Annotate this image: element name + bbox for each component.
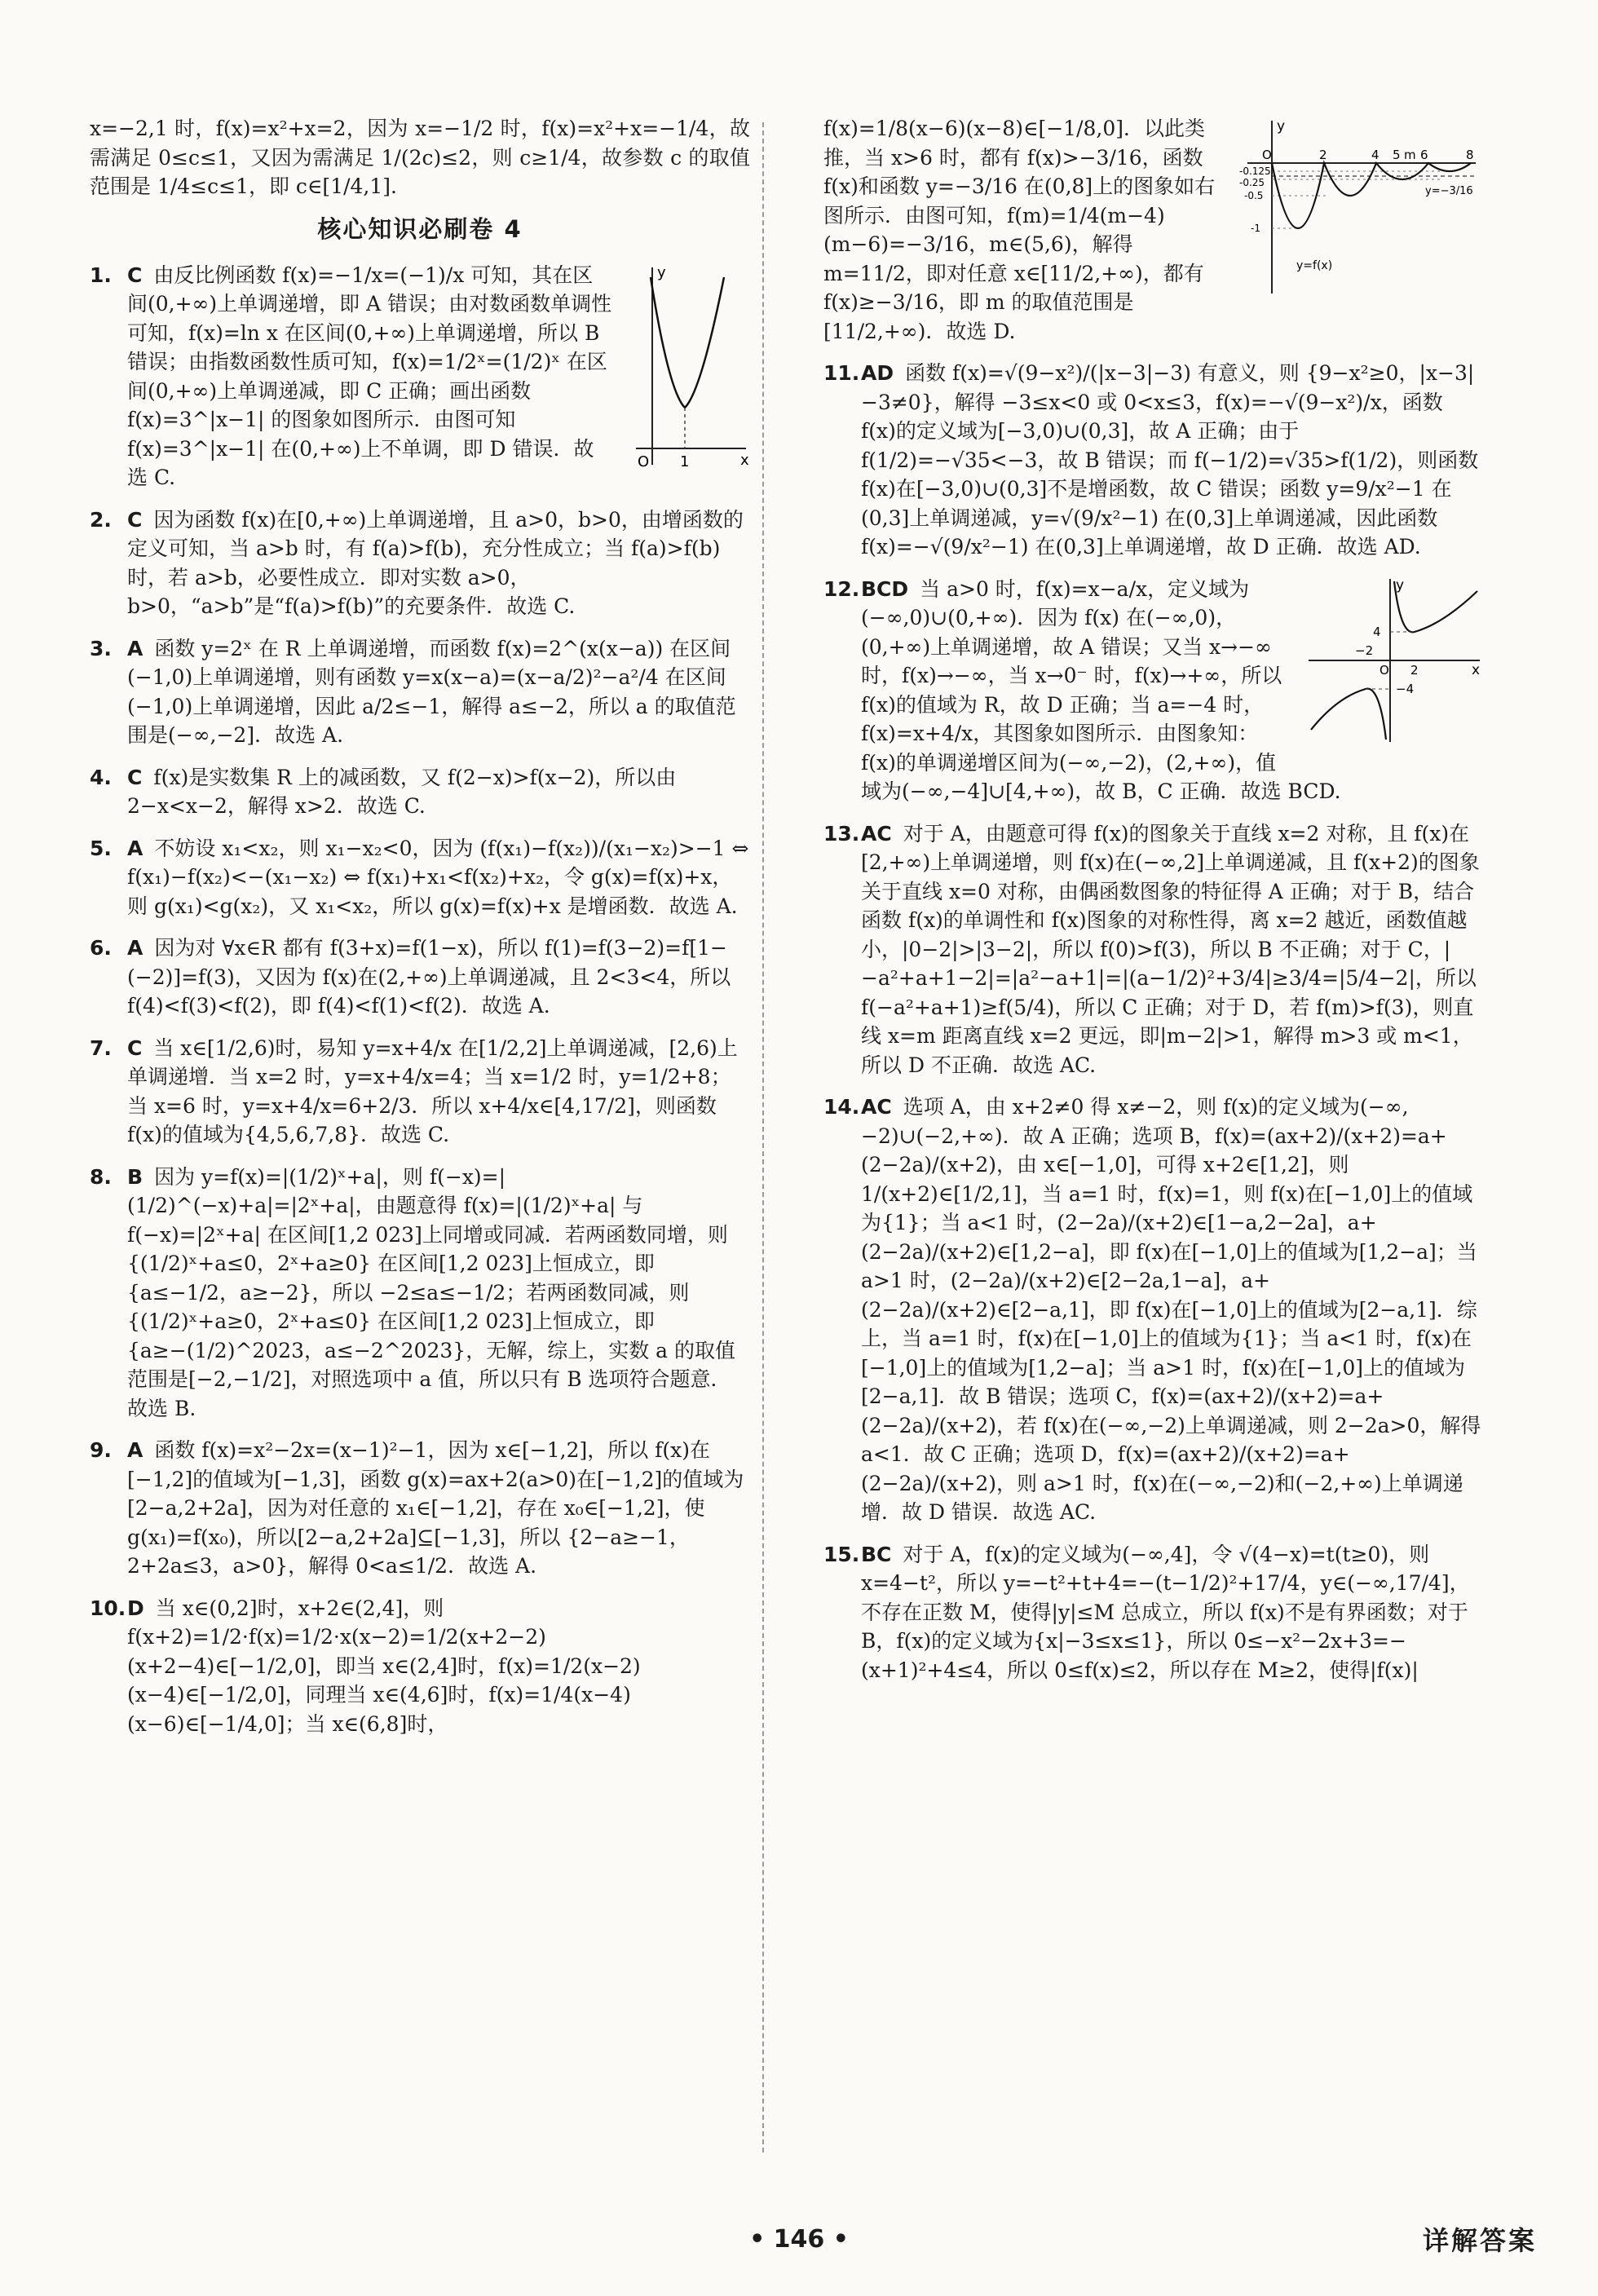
item-number: 1. [90, 263, 112, 287]
answer-item-8 [90, 1163, 750, 1424]
y-tick-4: 4 [1373, 624, 1381, 639]
item-text: 因为对 ∀x∈R 都有 f(3+x)=f(1−x)，所以 f(1)=f(3−2)=f[1−(−2)]=f(3)，又因为 f(x)在(2,+∞)上单调递减，且 2<3<4，所以 f(4)<f(3)<f(2)，即 f(4)<f(1)<f(2)．故选 A. [127, 936, 731, 1018]
item-answer: C [127, 507, 143, 532]
item-answer: C [127, 1035, 143, 1060]
item-answer: A [127, 836, 143, 860]
figure-x-plus-4-over-x [1304, 575, 1484, 746]
answer-item-4 [90, 763, 750, 821]
x-tick-6: 6 [1420, 148, 1428, 162]
figure-abs-exponential [628, 261, 750, 473]
y-tick-025: -0.25 [1239, 177, 1265, 188]
y-tick-neg-4: −4 [1396, 681, 1415, 696]
item-number: 7. [90, 1035, 112, 1060]
x-axis-label: x [740, 451, 749, 469]
right-column [823, 114, 1484, 2152]
item-text: 函数 f(x)=x²−2x=(x−1)²−1，因为 x∈[−1,2]，所以 f(x)在[−1,2]的值域为[−1,3]，函数 g(x)=ax+2(a>0)在[−1,2]的值域为[2−a,2+2a]，因为对任意的 x₁∈[−1,2]，存在 x₀∈[−1,2]，使 g(x₁)=f(x₀)，所以[2−a,2+2a]⊆[−1,3]，所以 {2−a≥−1，2+2a≤3，a>0}，解得 0<a≤1/2．故选 A. [127, 1438, 744, 1578]
item-number: 11. [823, 361, 860, 385]
item-answer: A [127, 1438, 143, 1463]
column-divider [762, 122, 764, 2152]
y-tick-05: -0.5 [1244, 190, 1264, 201]
item-answer: D [127, 1596, 144, 1620]
answer-item-1 [90, 261, 750, 492]
item-text: 不妨设 x₁<x₂，则 x₁−x₂<0，因为 (f(x₁)−f(x₂))/(x₁−x₂)>−1 ⇔ f(x₁)−f(x₂)<−(x₁−x₂) ⇔ f(x₁)+x₁<f(x₂)+x₂，令 g(x)=f(x)+x，则 g(x₁)<g(x₂)，又 x₁<x₂，所以 g(x)=f(x)+x 是增函数．故选 A. [127, 836, 749, 918]
curve-label: y=f(x) [1296, 259, 1333, 272]
x-tick-5: 5 [1393, 148, 1401, 162]
answer-item-10 [90, 1594, 750, 1739]
x-tick-neg-2: −2 [1355, 642, 1374, 658]
footer-label: 详解答案 [1422, 2225, 1537, 2256]
item-answer: AC [861, 1095, 892, 1119]
item-answer: AD [861, 361, 894, 385]
item-number: 2. [90, 507, 112, 532]
figure-piecewise-parabolas [1239, 114, 1484, 302]
answer-item-5 [90, 834, 750, 921]
item-answer: BC [861, 1542, 892, 1566]
x-tick-m: m [1404, 148, 1416, 162]
answer-item-10-cont [823, 114, 1484, 346]
y-axis-label: y [1277, 118, 1286, 135]
item-number: 5. [90, 836, 112, 860]
item-number: 12. [823, 576, 860, 601]
item-text: f(x)是实数集 R 上的减函数，又 f(2−x)>f(x−2)，所以由 2−x<x−2，解得 x>2．故选 C. [127, 765, 677, 819]
answer-item-3 [90, 634, 750, 750]
item-answer: AC [861, 821, 892, 846]
y-axis-label: y [657, 263, 666, 281]
x-tick-8: 8 [1466, 148, 1474, 162]
y-axis-label: y [1396, 576, 1405, 594]
item-number: 6. [90, 936, 112, 960]
item-answer: A [127, 636, 143, 660]
item-answer: C [127, 765, 143, 789]
item-number: 15. [823, 1542, 860, 1566]
item-text: 选项 A，由 x+2≠0 得 x≠−2，则 f(x)的定义域为(−∞,−2)∪(−2,+∞)．故 A 正确；选项 B，f(x)=(ax+2)/(x+2)=a+(2−2a)/(x+2)，由 x∈[−1,0]，可得 x+2∈[1,2]，则 1/(x+2)∈[1/2,1]，当 a=1 时，f(x)=1，则 f(x)在[−1,0]上的值域为{1}；当 a<1 时，(2−2a)/(x+2)∈[1−a,2−2a]，a+(2−2a)/(x+2)∈[1,2−a]，即 f(x)在[−1,0]上的值域为[1,2−a]；当 a>1 时，(2−2a)/(x+2)∈[2−2a,1−a]，a+(2−2a)/(x+2)∈[2−a,1]，即 f(x)在[−1,0]上的值域为[2−a,1]．综上，当 a=1 时，f(x)在[−1,0]上的值域为{1}；当 a<1 时，f(x)在[−1,0]上的值域为[1,2−a]；当 a>1 时，f(x)在[−1,0]上的值域为[2−a,1]．故 B 错误；选项 C，f(x)=(ax+2)/(x+2)=a+(2−2a)/(x+2)，若 f(x)在(−∞,−2)上单调递减，则 2−2a>0，解得 a<1．故 C 正确；选项 D，f(x)=(ax+2)/(x+2)=a+(2−2a)/(x+2)，则 a>1 时，f(x)在(−∞,−2)和(−2,+∞)上单调递增．故 D 错误．故选 AC. [861, 1095, 1481, 1524]
tick-label: 1 [680, 453, 690, 470]
section-title: 核心知识必刷卷 4 [317, 214, 523, 243]
line-label: y=−3/16 [1425, 185, 1473, 197]
answer-item-6 [90, 934, 750, 1021]
item-text: 当 x∈(0,2]时，x+2∈(2,4]，则 f(x+2)=1/2·f(x)=1/2·x(x−2)=1/2(x+2−2)(x+2−4)∈[−1/2,0]，即当 x∈(2,4]时，f(x)=1/2(x−2)(x−4)∈[−1/2,0]，同理当 x∈(4,6]时，f(x)=1/4(x−4)(x−6)∈[−1/4,0]；当 x∈(6,8]时， [127, 1596, 641, 1736]
item-number: 14. [823, 1095, 860, 1119]
item-text: 由反比例函数 f(x)=−1/x=(−1)/x 可知，其在区间(0,+∞)上单调递增，即 A 错误；由对数函数单调性可知，f(x)=ln x 在区间(0,+∞)上单调递增，所以 B 错误；由指数函数性质可知，f(x)=1/2ˣ=(1/2)ˣ 在区间(0,+∞)上单调递减，即 C 正确；画出函数 f(x)=3^|x−1| 的图象如图所示．由图可知 f(x)=3^|x−1| 在(0,+∞)上不单调，即 D 错误．故选 C. [127, 263, 612, 490]
item-text: 函数 f(x)=√(9−x²)/(|x−3|−3) 有意义，则 {9−x²≥0，|x−3|−3≠0}，解得 −3≤x<0 或 0<x≤3，f(x)=−√(9−x²)/x，函数 f(x)的定义域为[−3,0)∪(0,3]，故 A 正确；由于 f(1/2)=−√35<−3，故 B 错误；而 f(−1/2)=√35>f(1/2)，则函数 f(x)在[−3,0)∪(0,3]不是增函数，故 C 错误；函数 y=9/x²−1 在(0,3]上单调递减，y=√(9/x²−1) 在(0,3]上单调递减，因此函数 f(x)=−√(9/x²−1) 在(0,3]上单调递增，故 D 正确．故选 AD. [861, 361, 1479, 559]
curve-right-branch [1394, 581, 1477, 632]
origin-label: O [1379, 662, 1389, 678]
answer-item-9 [90, 1436, 750, 1581]
item-text: 当 x∈[1/2,6)时，易知 y=x+4/x 在[1/2,2]上单调递减，[2,6)上单调递增．当 x=2 时，y=x+4/x=4；当 x=1/2 时，y=1/2+8；当 x=6 时，y=x+4/x=6+2/3．所以 x+4/x∈[4,17/2]，则函数 f(x)的值域为{4,5,6,7,8}．故选 C. [127, 1035, 738, 1147]
intro-paragraph: x=−2,1 时，f(x)=x²+x=2，因为 x=−1/2 时，f(x)=x²+x=−1/4，故需满足 0≤c≤1，又因为需满足 1/(2c)≤2，则 c≥1/4，故参数 c 的取值范围是 1/4≤c≤1，即 c∈[1/4,1]. [90, 117, 750, 198]
curve-left-branch [1311, 688, 1386, 739]
answer-item-2 [90, 506, 750, 621]
item-number: 8. [90, 1164, 112, 1189]
y-tick-0125: -0.125 [1239, 166, 1271, 177]
item-answer: B [127, 1164, 143, 1189]
x-axis-label: x [1472, 661, 1481, 678]
item-answer: BCD [861, 576, 909, 601]
item-answer: A [127, 936, 143, 960]
y-tick-1: -1 [1251, 223, 1260, 234]
item-number: 10. [90, 1596, 126, 1620]
x-tick-4: 4 [1371, 148, 1379, 162]
x-tick-2: 2 [1410, 662, 1419, 678]
item-number: 13. [823, 821, 860, 846]
answer-item-14 [823, 1093, 1484, 1527]
answer-item-7 [90, 1034, 750, 1150]
item-number: 3. [90, 636, 112, 660]
answer-item-15 [823, 1540, 1484, 1685]
item-text: 因为函数 f(x)在[0,+∞)上单调递增，且 a>0，b>0，由增函数的定义可知，当 a>b 时，有 f(a)>f(b)，充分性成立；当 f(a)>f(b)时，若 a>b，必要性成立．即对实数 a>0，b>0，“a>b”是“f(a)>f(b)”的充要条件．故选 C. [127, 507, 744, 619]
item-text: 函数 y=2ˣ 在 R 上单调递增，而函数 f(x)=2^(x(x−a)) 在区间(−1,0)上单调递增，则有函数 y=x(x−a)=(x−a/2)²−a²/4 在区间(−1,0)上单调递增，因此 a/2≤−1，解得 a≤−2，所以 a 的取值范围是(−∞,−2]．故选 A. [127, 636, 736, 748]
left-column [90, 114, 750, 2152]
page-number: • 146 • [749, 2225, 849, 2254]
answer-item-13 [823, 819, 1484, 1080]
answer-item-12 [823, 575, 1484, 806]
x-tick-2: 2 [1319, 148, 1327, 162]
origin-label: O [638, 453, 650, 470]
origin-label: O [1262, 148, 1272, 162]
item-text: 对于 A，由题意可得 f(x)的图象关于直线 x=2 对称，且 f(x)在[2,+∞)上单调递增，则 f(x)在(−∞,2]上单调递减，且 f(x+2)的图象关于直线 x=0 对称，由偶函数图象的特征得 A 正确；对于 B，结合函数 f(x)的单调性和 f(x)图象的对称性得，离 x=2 越近，函数值越小，|0−2|>|3−2|，所以 f(0)>f(3)，所以 B 不正确；对于 C，|−a²+a+1−2|=|a²−a+1|=|(a−1/2)²+3/4|≥3/4=|5/4−2|，所以 f(−a²+a+1)≥f(5/4)，所以 C 正确；对于 D，若 f(m)>f(3)，则直线 x=m 距离直线 x=2 更远，即|m−2|>1，解得 m>3 或 m<1，所以 D 不正确．故选 AC. [861, 821, 1480, 1077]
answer-item-11 [823, 359, 1484, 562]
item-text: f(x)=1/8(x−6)(x−8)∈[−1/8,0]．以此类推，当 x>6 时，都有 f(x)>−3/16，函数 f(x)和函数 y=−3/16 在(0,8]上的图象如右图所示．由图可知，f(m)=1/4(m−4)(m−6)=−3/16，m∈(5,6)，解得 m=11/2，即对任意 x∈[11/2,+∞)，都有 f(x)≥−3/16，即 m 的取值范围是[11/2,+∞)．故选 D. [823, 117, 1216, 343]
item-answer: C [127, 263, 143, 287]
curve-f [651, 277, 724, 408]
item-text: 对于 A，f(x)的定义域为(−∞,4]，令 √(4−x)=t(t≥0)，则 x=4−t²，所以 y=−t²+t+4=−(t−1/2)²+17/4，y∈(−∞,17/4]，不存在正数 M，使得|y|≤M 总成立，所以 f(x)不是有界函数；对于 B，f(x)的定义域为{x|−3≤x≤1}，所以 0≤−x²−2x+3=−(x+1)²+4≤4，所以 0≤f(x)≤2，所以存在 M≥2，使得|f(x)| [861, 1542, 1470, 1682]
item-number: 4. [90, 765, 112, 789]
item-text: 当 a>0 时，f(x)=x−a/x，定义域为(−∞,0)∪(0,+∞)．因为 f(x) 在(−∞,0)，(0,+∞)上单调递增，故 A 错误；又当 x→−∞ 时，f(x)→−∞，当 x→0⁻ 时，f(x)→+∞，所以 f(x)的值域为 R，故 D 正确；当 a=−4 时，f(x)=x+4/x，其图象如图所示．由图象知：f(x)的单调递增区间为(−∞,−2)，(2,+∞)，值域为(−∞,−4]∪[4,+∞)，故 B，C 正确．故选 BCD. [861, 576, 1341, 803]
item-number: 9. [90, 1438, 112, 1463]
item-text: 因为 y=f(x)=|(1/2)ˣ+a|，则 f(−x)=|(1/2)^(−x)+a|=|2ˣ+a|，由题意得 f(x)=|(1/2)ˣ+a| 与 f(−x)=|2ˣ+a| 在区间[1,2 023]上同增或同减．若两函数同增，则 {(1/2)ˣ+a≤0，2ˣ+a≥0} 在区间[1,2 023]上恒成立，即 {a≤−1/2，a≥−2}，所以 −2≤a≤−1/2；若两函数同减，则 {(1/2)ˣ+a≥0，2ˣ+a≤0} 在区间[1,2 023]上恒成立，即 {a≥−(1/2)^2023，a≤−2^2023}，无解，综上，实数 a 的取值范围是[−2,−1/2]，对照选项中 a 值，所以只有 B 选项符合题意．故选 B. [127, 1164, 735, 1420]
